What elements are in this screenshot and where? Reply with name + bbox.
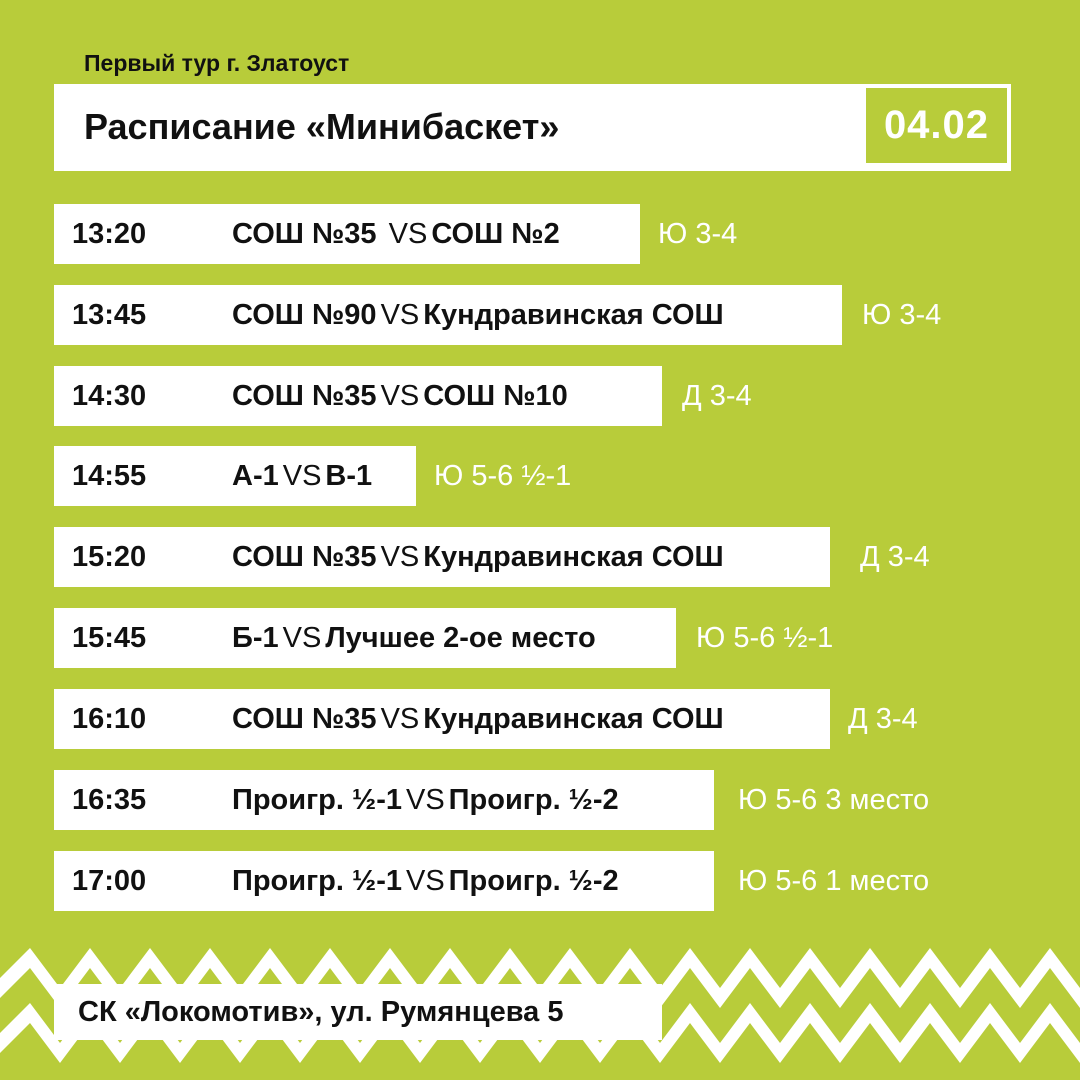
- vs-label: VS: [282, 460, 322, 492]
- vs-label: VS: [380, 380, 420, 412]
- match-category: Ю 3-4: [862, 299, 942, 331]
- match-teams: [232, 204, 560, 264]
- team-away: СОШ №10: [423, 380, 568, 412]
- match-time: 14:55: [72, 460, 147, 492]
- team-away: Кундравинская СОШ: [423, 299, 724, 331]
- team-away: Кундравинская СОШ: [423, 703, 724, 735]
- title-banner: [54, 84, 1011, 171]
- team-away: СОШ №2: [431, 218, 560, 250]
- match-teams: [232, 446, 372, 506]
- match-teams: [232, 851, 619, 911]
- match-time: 16:10: [72, 703, 147, 735]
- schedule-row: [54, 527, 830, 587]
- match-time: 17:00: [72, 865, 147, 897]
- vs-label: VS: [388, 218, 428, 250]
- schedule-row: [54, 285, 842, 345]
- team-home: СОШ №35: [232, 218, 377, 250]
- venue-banner: [54, 984, 662, 1040]
- match-teams: [232, 770, 619, 830]
- vs-label: VS: [282, 622, 322, 654]
- team-away: В-1: [325, 460, 373, 492]
- schedule-row: [54, 851, 714, 911]
- match-time: 15:45: [72, 622, 147, 654]
- match-category: Ю 5-6 ½-1: [434, 460, 572, 492]
- venue-address: СК «Локомотив», ул. Румянцева 5: [78, 996, 564, 1028]
- match-category: Ю 3-4: [658, 218, 738, 250]
- team-away: Проигр. ½-2: [448, 784, 619, 816]
- team-home: СОШ №35: [232, 703, 377, 735]
- team-away: Лучшее 2-ое место: [325, 622, 596, 654]
- match-teams: [232, 527, 724, 587]
- match-category: Д 3-4: [860, 541, 930, 573]
- vs-label: VS: [380, 299, 420, 331]
- match-category: Ю 5-6 3 место: [738, 784, 930, 816]
- match-category: Ю 5-6 1 место: [738, 865, 930, 897]
- match-time: 14:30: [72, 380, 147, 412]
- vs-label: VS: [380, 541, 420, 573]
- match-time: 16:35: [72, 784, 147, 816]
- schedule-row: [54, 608, 676, 668]
- team-home: СОШ №90: [232, 299, 377, 331]
- schedule-row: [54, 446, 416, 506]
- vs-label: VS: [380, 703, 420, 735]
- schedule-row: [54, 204, 640, 264]
- event-subtitle: Первый тур г. Златоуст: [84, 50, 350, 76]
- vs-label: VS: [405, 865, 445, 897]
- schedule-row: [54, 366, 662, 426]
- match-time: 13:45: [72, 299, 147, 331]
- team-away: Кундравинская СОШ: [423, 541, 724, 573]
- match-category: Ю 5-6 ½-1: [696, 622, 834, 654]
- team-home: А-1: [232, 460, 279, 492]
- team-away: Проигр. ½-2: [448, 865, 619, 897]
- schedule-title: Расписание «Минибаскет»: [84, 106, 560, 147]
- match-teams: [232, 285, 724, 345]
- team-home: Б-1: [232, 622, 279, 654]
- schedule-row: [54, 689, 830, 749]
- match-teams: [232, 366, 568, 426]
- match-time: 15:20: [72, 541, 147, 573]
- match-teams: [232, 689, 724, 749]
- date-badge: 04.02: [864, 86, 1009, 165]
- vs-label: VS: [405, 784, 445, 816]
- team-home: Проигр. ½-1: [232, 865, 402, 897]
- team-home: СОШ №35: [232, 541, 377, 573]
- team-home: СОШ №35: [232, 380, 377, 412]
- schedule-row: [54, 770, 714, 830]
- match-time: 13:20: [72, 218, 147, 250]
- match-category: Д 3-4: [682, 380, 752, 412]
- match-teams: [232, 608, 596, 668]
- match-category: Д 3-4: [848, 703, 918, 735]
- team-home: Проигр. ½-1: [232, 784, 402, 816]
